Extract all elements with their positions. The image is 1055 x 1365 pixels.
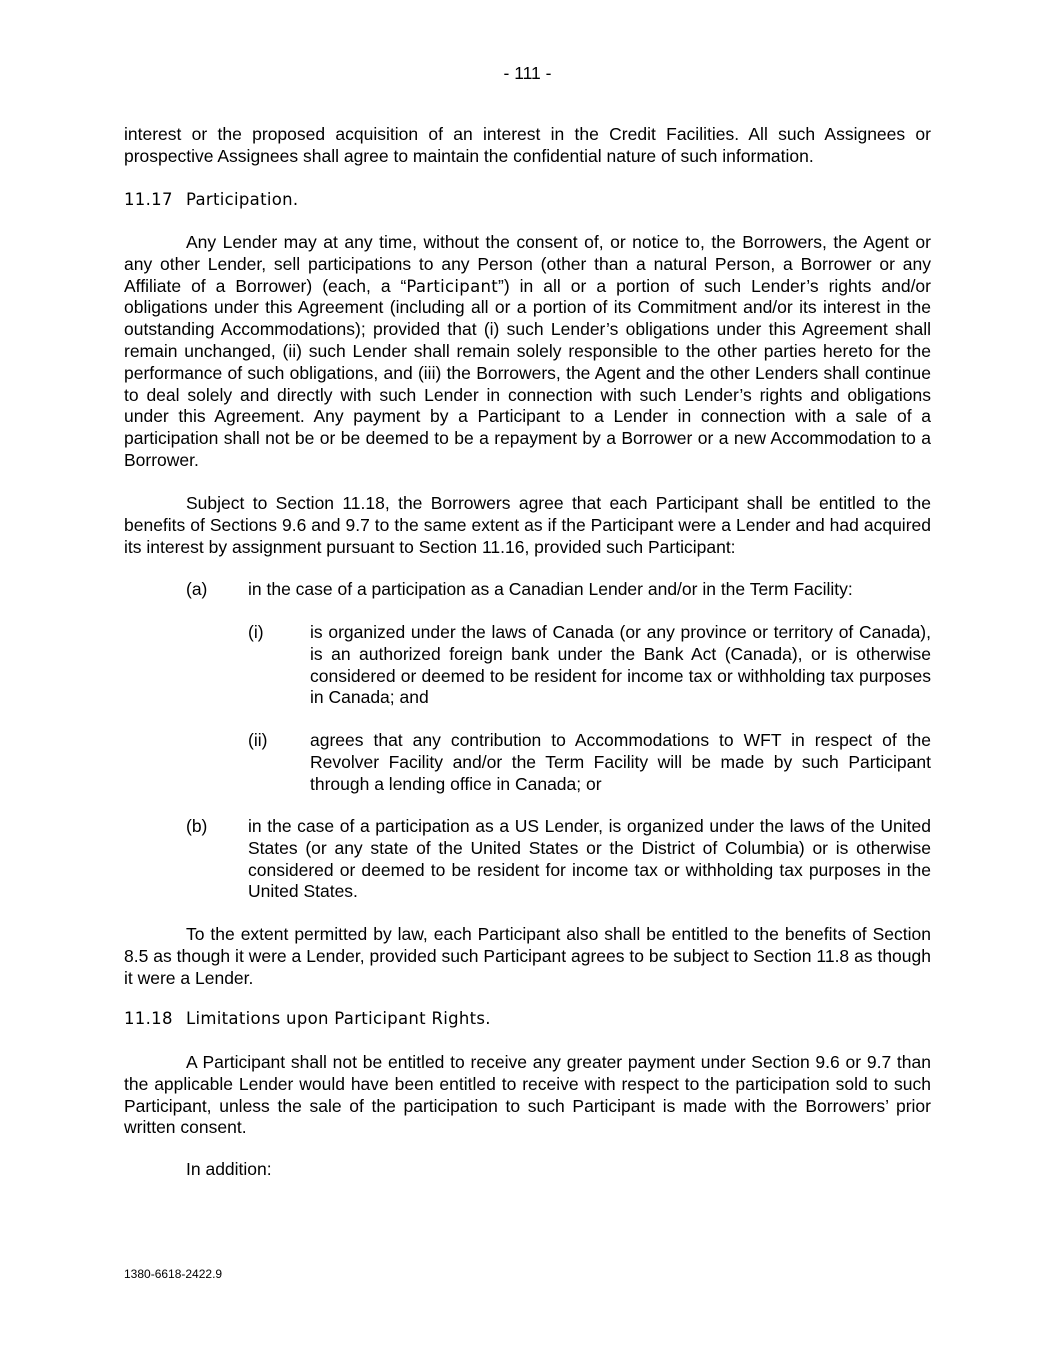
section-heading-11-18 bbox=[124, 1008, 491, 1030]
paragraph-text: To the extent permitted by law, each Participant also shall be entitled to the benefits of Section 8.5 as though it were a Lender, provided such Participant agrees to be subject to Section 11.8 as though it were a Lender. bbox=[124, 924, 931, 988]
section-title: Participation. bbox=[186, 190, 299, 209]
list-text: in the case of a participation as a Canadian Lender and/or in the Term Facility: bbox=[248, 579, 853, 599]
paragraph-text: Any Lender may at any time, without the consent of, or notice to, the Borrowers, the Agent or any other Lender, sell participations to any Person (other than a natural Person, a Borrower or any Affiliate of a Borrower) (each, a “ bbox=[124, 232, 931, 296]
list-label: (ii) bbox=[248, 730, 268, 750]
section-number: 11.17 bbox=[124, 190, 173, 209]
paragraph-text: In addition: bbox=[186, 1159, 272, 1179]
participation-paragraph-1 bbox=[124, 232, 931, 472]
list-label: (b) bbox=[186, 816, 208, 836]
list-item-a-ii bbox=[248, 730, 931, 796]
section-title: Limitations upon Participant Rights. bbox=[186, 1009, 491, 1028]
list-text: in the case of a participation as a US Lender, is organized under the laws of the United States (or any state of the United States or the District of Columbia) or is otherwise considered or deemed to be resident for income tax or withholding tax purposes in the United States. bbox=[248, 816, 931, 902]
limitations-paragraph-1 bbox=[124, 1052, 931, 1139]
document-id-footer: 1380-6618-2422.9 bbox=[124, 1267, 223, 1281]
list-label: (i) bbox=[248, 622, 264, 642]
section-number: 11.18 bbox=[124, 1009, 173, 1028]
list-text: agrees that any contribution to Accommodations to WFT in respect of the Revolver Facility and/or the Term Facility will be made by such Participant through a lending office in Canada; or bbox=[310, 730, 931, 794]
list-label: (a) bbox=[186, 579, 208, 599]
list-item-a-i bbox=[248, 622, 931, 710]
paragraph-text: ”) in all or a portion of such Lender’s rights and/or obligations under this Agreement (including all or a portion of its Commitment and/or its interest in the outstanding Accommodations); provided that (i) such Lender’s obligations under this Agreement shall remain unchanged, (ii) such Lender shall remain solely responsible to the other parties hereto for the performance of such obligations, and (iii) the Borrowers, the Agent and the other Lenders shall continue to deal solely and directly with such Lender in connection with such Lender’s rights and obligations under this Agreement. Any payment by a Participant to a Lender in connection with a sale of a participation shall not be or be deemed to be a repayment by a Borrower or a new Accommodation to a Borrower. bbox=[124, 275, 931, 470]
section-heading-11-17 bbox=[124, 189, 298, 211]
participation-paragraph-2 bbox=[124, 493, 931, 558]
page-number: - 111 - bbox=[503, 63, 552, 83]
paragraph-text: A Participant shall not be entitled to receive any greater payment under Section 9.6 or 9.7 than the applicable Lender would have been entitled to receive with respect to the participation sold to such Participant, unless the sale of the participation to such Participant is made with the Borrowers’ prior written consent. bbox=[124, 1052, 931, 1138]
defined-term: Participant bbox=[406, 276, 499, 296]
continuation-paragraph bbox=[124, 124, 931, 168]
paragraph-text: Subject to Section 11.18, the Borrowers agree that each Participant shall be entitled to the benefits of Sections 9.6 and 9.7 to the same extent as if the Participant were a Lender and had acquired its interest by assignment pursuant to Section 11.16, provided such Participant: bbox=[124, 493, 931, 557]
participation-paragraph-3 bbox=[124, 924, 931, 989]
limitations-paragraph-2 bbox=[124, 1159, 931, 1181]
list-item-b bbox=[186, 816, 931, 904]
continuation-text: interest or the proposed acquisition of an interest in the Credit Facilities. All such Assignees or prospective Assignees shall agree to maintain the confidential nature of such information. bbox=[124, 124, 931, 166]
list-text: is organized under the laws of Canada (or any province or territory of Canada), is an authorized foreign bank under the Bank Act (Canada), or is otherwise considered or deemed to be resident for income tax or withholding tax purposes in Canada; and bbox=[310, 622, 931, 708]
list-item-a bbox=[186, 579, 931, 601]
